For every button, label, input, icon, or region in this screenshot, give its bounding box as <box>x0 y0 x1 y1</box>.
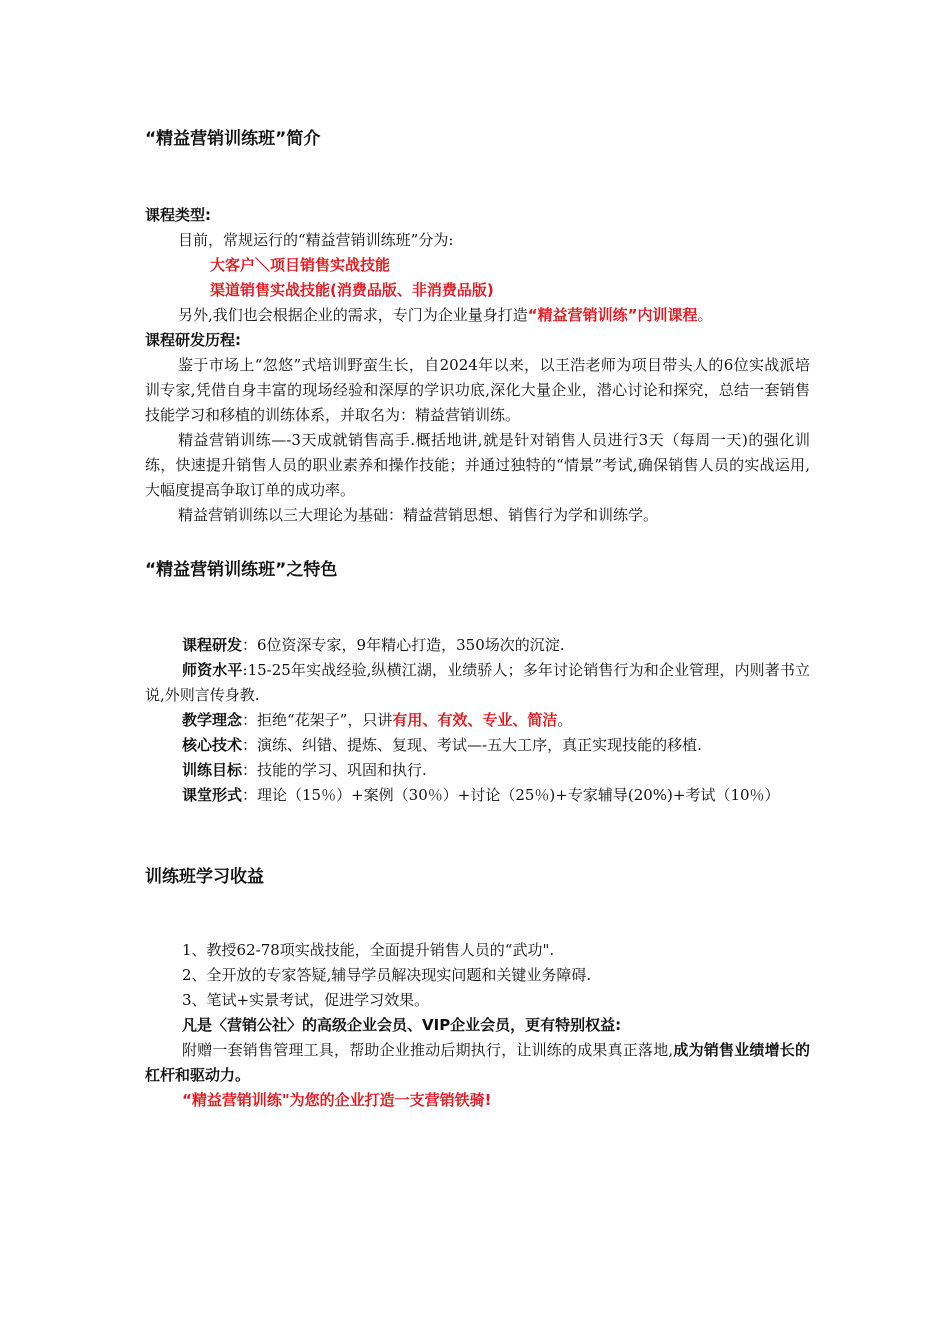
feature-format <box>145 783 810 808</box>
feature-label: 核心技术 <box>182 736 243 754</box>
benefit-item: 3、笔试+实景考试，促进学习效果。 <box>182 991 430 1009</box>
feature-faculty <box>145 658 810 708</box>
custom-course-line <box>178 303 713 328</box>
feature-highlight: 有用、有效、专业、简洁 <box>392 711 558 729</box>
gift-text: 附赠一套销售管理工具，帮助企业推动后期执行，让训练的成果真正落地, <box>182 1041 674 1059</box>
feature-text: ：技能的学习、巩固和执行. <box>242 761 427 779</box>
course-item-channel: 渠道销售实战技能(消费品版、非消费品版) <box>210 281 494 299</box>
feature-label: 教学理念 <box>182 711 243 729</box>
gift-bold-text: 成为销售业绩增长的杠杆和驱动力。 <box>145 1041 810 1084</box>
custom-course-end: 。 <box>697 306 713 324</box>
feature-text: ：演练、纠错、提炼、复现、考试—-五大工序，真正实现技能的移植. <box>242 736 702 754</box>
intro-title: “精益营销训练班”简介 <box>145 129 321 149</box>
feature-core-tech <box>182 733 702 758</box>
course-item-key-account: 大客户＼项目销售实战技能 <box>210 256 391 274</box>
feature-research <box>182 633 565 658</box>
member-note: 凡是〈营销公社〉的高级企业会员、VIP企业会员，更有特别权益: <box>182 1016 622 1034</box>
feature-label: 训练目标 <box>182 761 243 779</box>
feature-text: :15-25年实战经验,纵横江湖，业绩骄人；多年讨论销售行为和企业管理，内则著书立说,外则言传身教. <box>145 661 810 704</box>
history-paragraph-3: 精益营销训练以三大理论为基础：精益营销思想、销售行为学和训练学。 <box>178 506 659 524</box>
feature-text: ：理论（15％）+案例（30％）+讨论（25％)+专家辅导(20%)+考试（10％） <box>242 786 780 804</box>
benefit-item: 2、全开放的专家答疑,辅导学员解决现实问题和关键业务障碍. <box>182 966 592 984</box>
history-paragraph-2: 精益营销训练—-3天成就销售高手.概括地讲,就是针对销售人员进行3天（每周一天)的强化训练，快速提升销售人员的职业素养和操作技能；并通过独特的“情景”考试,确保销售人员的实战运用,大幅度提高争取订单的成功率。 <box>145 431 810 499</box>
benefits-title: 训练班学习收益 <box>145 867 264 887</box>
features-title: “精益营销训练班”之特色 <box>145 560 338 580</box>
feature-goal <box>182 758 427 783</box>
feature-label: 师资水平 <box>182 661 243 679</box>
custom-course-text: 另外,我们也会根据企业的需求，专门为企业量身打造 <box>178 306 528 324</box>
feature-label: 课程研发 <box>182 636 243 654</box>
feature-text-end: 。 <box>557 711 573 729</box>
history-label: 课程研发历程: <box>145 331 241 349</box>
slogan: “精益营销训练"为您的企业打造一支营销铁骑! <box>182 1091 492 1109</box>
feature-label: 课堂形式 <box>182 786 243 804</box>
feature-text: ：6位资深专家，9年精心打造，350场次的沉淀. <box>242 636 565 654</box>
history-paragraph-1: 鉴于市场上“忽悠”式培训野蛮生长，自2024年以来，以王浩老师为项目带头人的6位实战派培训专家,凭借自身丰富的现场经验和深厚的学识功底,深化大量企业，潜心讨论和探究，总结一套销售技能学习和移植的训练体系，并取名为：精益营销训练。 <box>145 356 810 424</box>
benefit-item: 1、教授62-78项实战技能，全面提升销售人员的“武功". <box>182 941 555 959</box>
course-type-text: 目前，常规运行的“精益营销训练班”分为: <box>178 231 454 249</box>
custom-course-highlight: “精益营销训练”内训课程 <box>527 306 698 324</box>
feature-philosophy <box>182 708 572 733</box>
gift-paragraph <box>145 1038 810 1088</box>
course-type-label: 课程类型: <box>145 206 211 224</box>
feature-text: ：拒绝“花架子”，只讲 <box>242 711 393 729</box>
